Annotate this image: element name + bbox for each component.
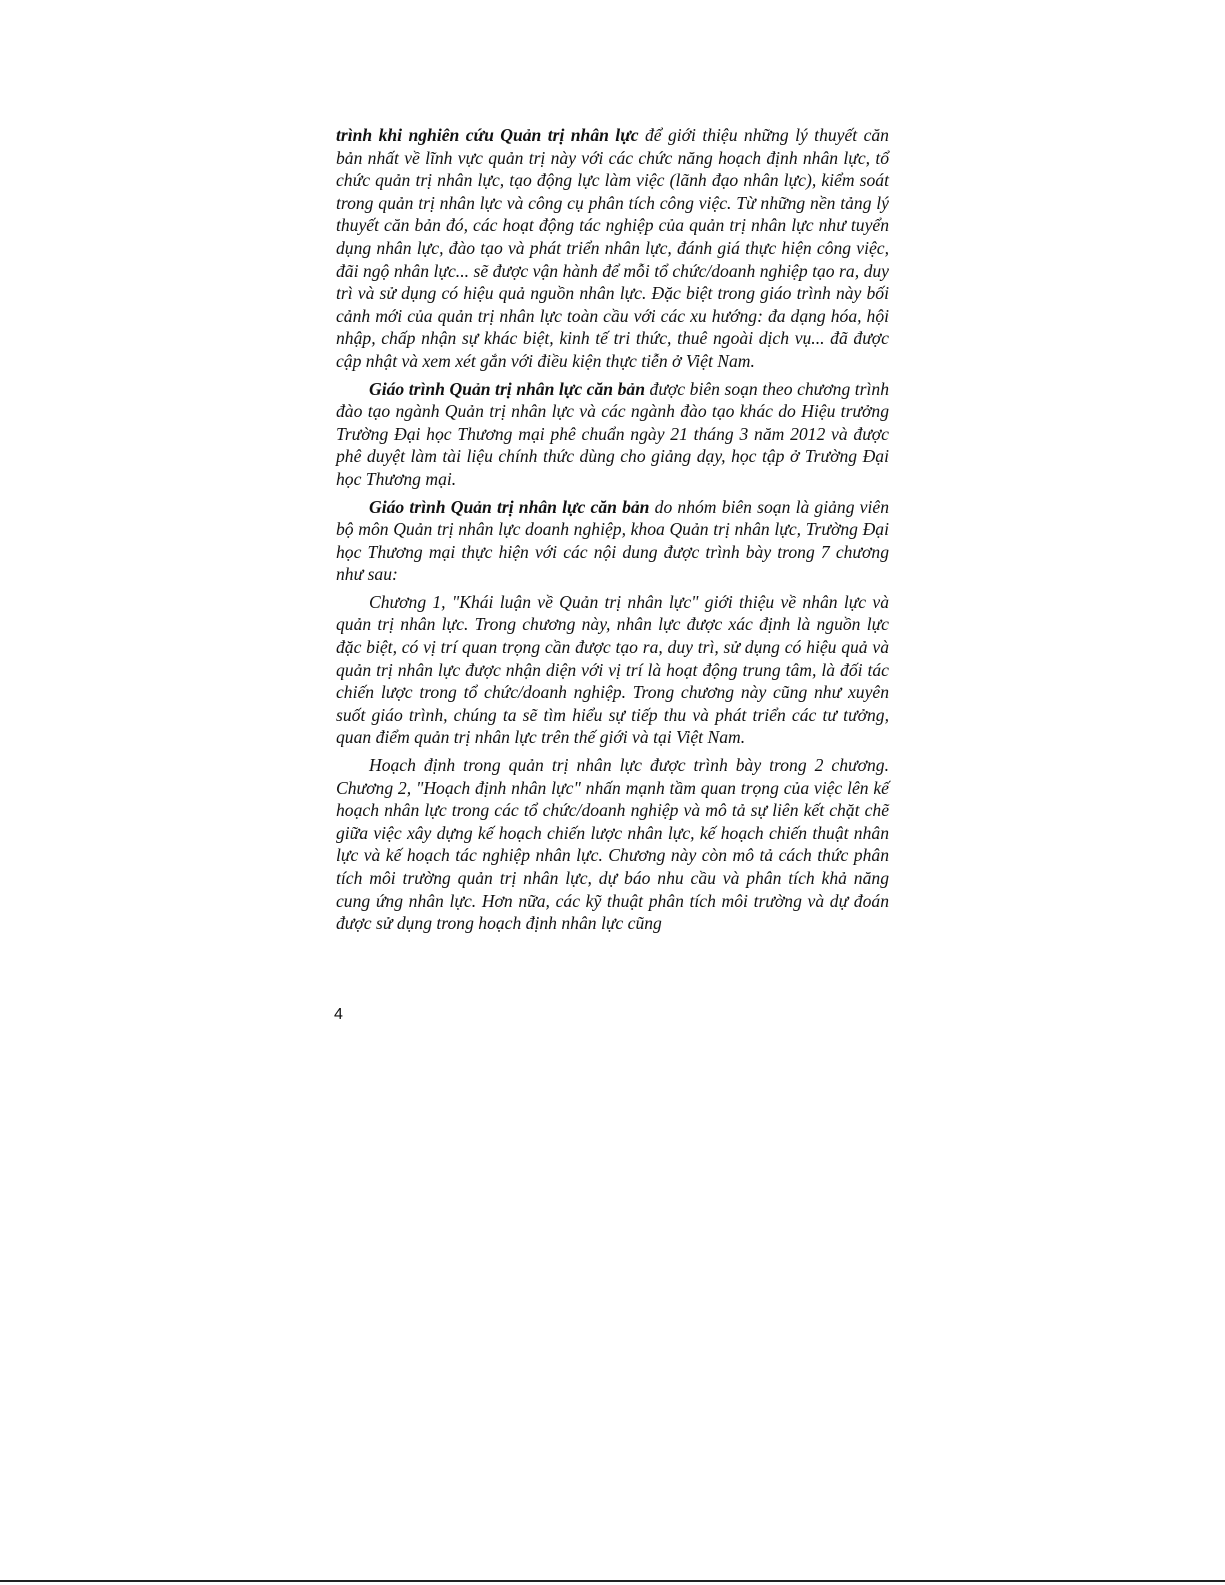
paragraph-2-text: được biên soạn theo chương trình đào tạo ngành Quản trị nhân lực và các ngành đào tạo khác do Hiệu trưởng Trường Đại học Thương mại phê chuẩn ngày 21 tháng 3 năm 2012 và được phê duyệt làm tài liệu chính thức dùng cho giảng dạy, học tập ở Trường Đại học Thương mại. <box>336 378 890 489</box>
paragraph-3-bold: Giáo trình Quản trị nhân lực căn bản <box>369 496 650 517</box>
paragraph-2-bold: Giáo trình Quản trị nhân lực căn bản <box>369 378 645 399</box>
paragraph-5-text: Hoạch định trong quản trị nhân lực được trình bày trong 2 chương. Chương 2, "Hoạch định nhân lực" nhấn mạnh tầm quan trọng của việc lên kế hoạch nhân lực trong các tổ chức/doanh nghiệp và mô tả sự liên kết chặt chẽ giữa việc xây dựng kế hoạch chiến lược nhân lực, kế hoạch chiến thuật nhân lực và kế hoạch tác nghiệp nhân lực. Chương này còn mô tả cách thức phân tích môi trường quản trị nhân lực, dự báo nhu cầu và phân tích khả năng cung ứng nhân lực. Hơn nữa, các kỹ thuật phân tích môi trường và dự đoán được sử dụng trong hoạch định nhân lực cũng <box>336 755 889 934</box>
paragraph-5 <box>336 754 889 935</box>
page-number: 4 <box>334 1006 343 1023</box>
paragraph-4 <box>336 591 889 749</box>
paragraph-2 <box>336 378 889 491</box>
paragraph-1-text: để giới thiệu những lý thuyết căn bản nhất về lĩnh vực quản trị này với các chức năng hoạch định nhân lực, tổ chức quản trị nhân lực, tạo động lực làm việc (lãnh đạo nhân lực), kiểm soát trong quản trị nhân lực và công cụ phân tích công việc. Từ những nền tảng lý thuyết căn bản đó, các hoạt động tác nghiệp của quản trị nhân lực như tuyển dụng nhân lực, đào tạo và phát triển nhân lực, đánh giá thực hiện công việc, đãi ngộ nhân lực... sẽ được vận hành để mỗi tổ chức/doanh nghiệp tạo ra, duy trì và sử dụng có hiệu quả nguồn nhân lực. Đặc biệt trong giáo trình này bối cảnh mới của quản trị nhân lực toàn cầu với các xu hướng: đa dạng hóa, hội nhập, chấp nhận sự khác biệt, kinh tế tri thức, thuê ngoài dịch vụ... đã được cập nhật và xem xét gắn với điều kiện thực tiễn ở Việt Nam. <box>336 125 889 371</box>
paragraph-1 <box>336 124 889 373</box>
paragraph-3 <box>336 496 889 586</box>
body-text <box>336 124 889 940</box>
paragraph-4-text: Chương 1, "Khái luận về Quản trị nhân lực" giới thiệu về nhân lực và quản trị nhân lực. Trong chương này, nhân lực được xác định là nguồn lực đặc biệt, có vị trí quan trọng cần được tạo ra, duy trì, sử dụng có hiệu quả và quản trị nhân lực được nhận diện với vị trí là hoạt động trung tâm, là đối tác chiến lược trong tổ chức/doanh nghiệp. Trong chương này cũng như xuyên suốt giáo trình, chúng ta sẽ tìm hiểu sự tiếp thu và phát triển các tư tưởng, quan điểm quản trị nhân lực trên thế giới và tại Việt Nam. <box>336 591 889 748</box>
paragraph-1-bold: trình khi nghiên cứu Quản trị nhân lực <box>336 125 639 145</box>
paragraph-3-text: do nhóm biên soạn là giảng viên bộ môn Quản trị nhân lực doanh nghiệp, khoa Quản trị nhân lực, Trường Đại học Thương mại thực hiện với các nội dung được trình bày trong 7 chương như sau: <box>336 496 889 585</box>
bottom-divider <box>0 1580 1225 1582</box>
